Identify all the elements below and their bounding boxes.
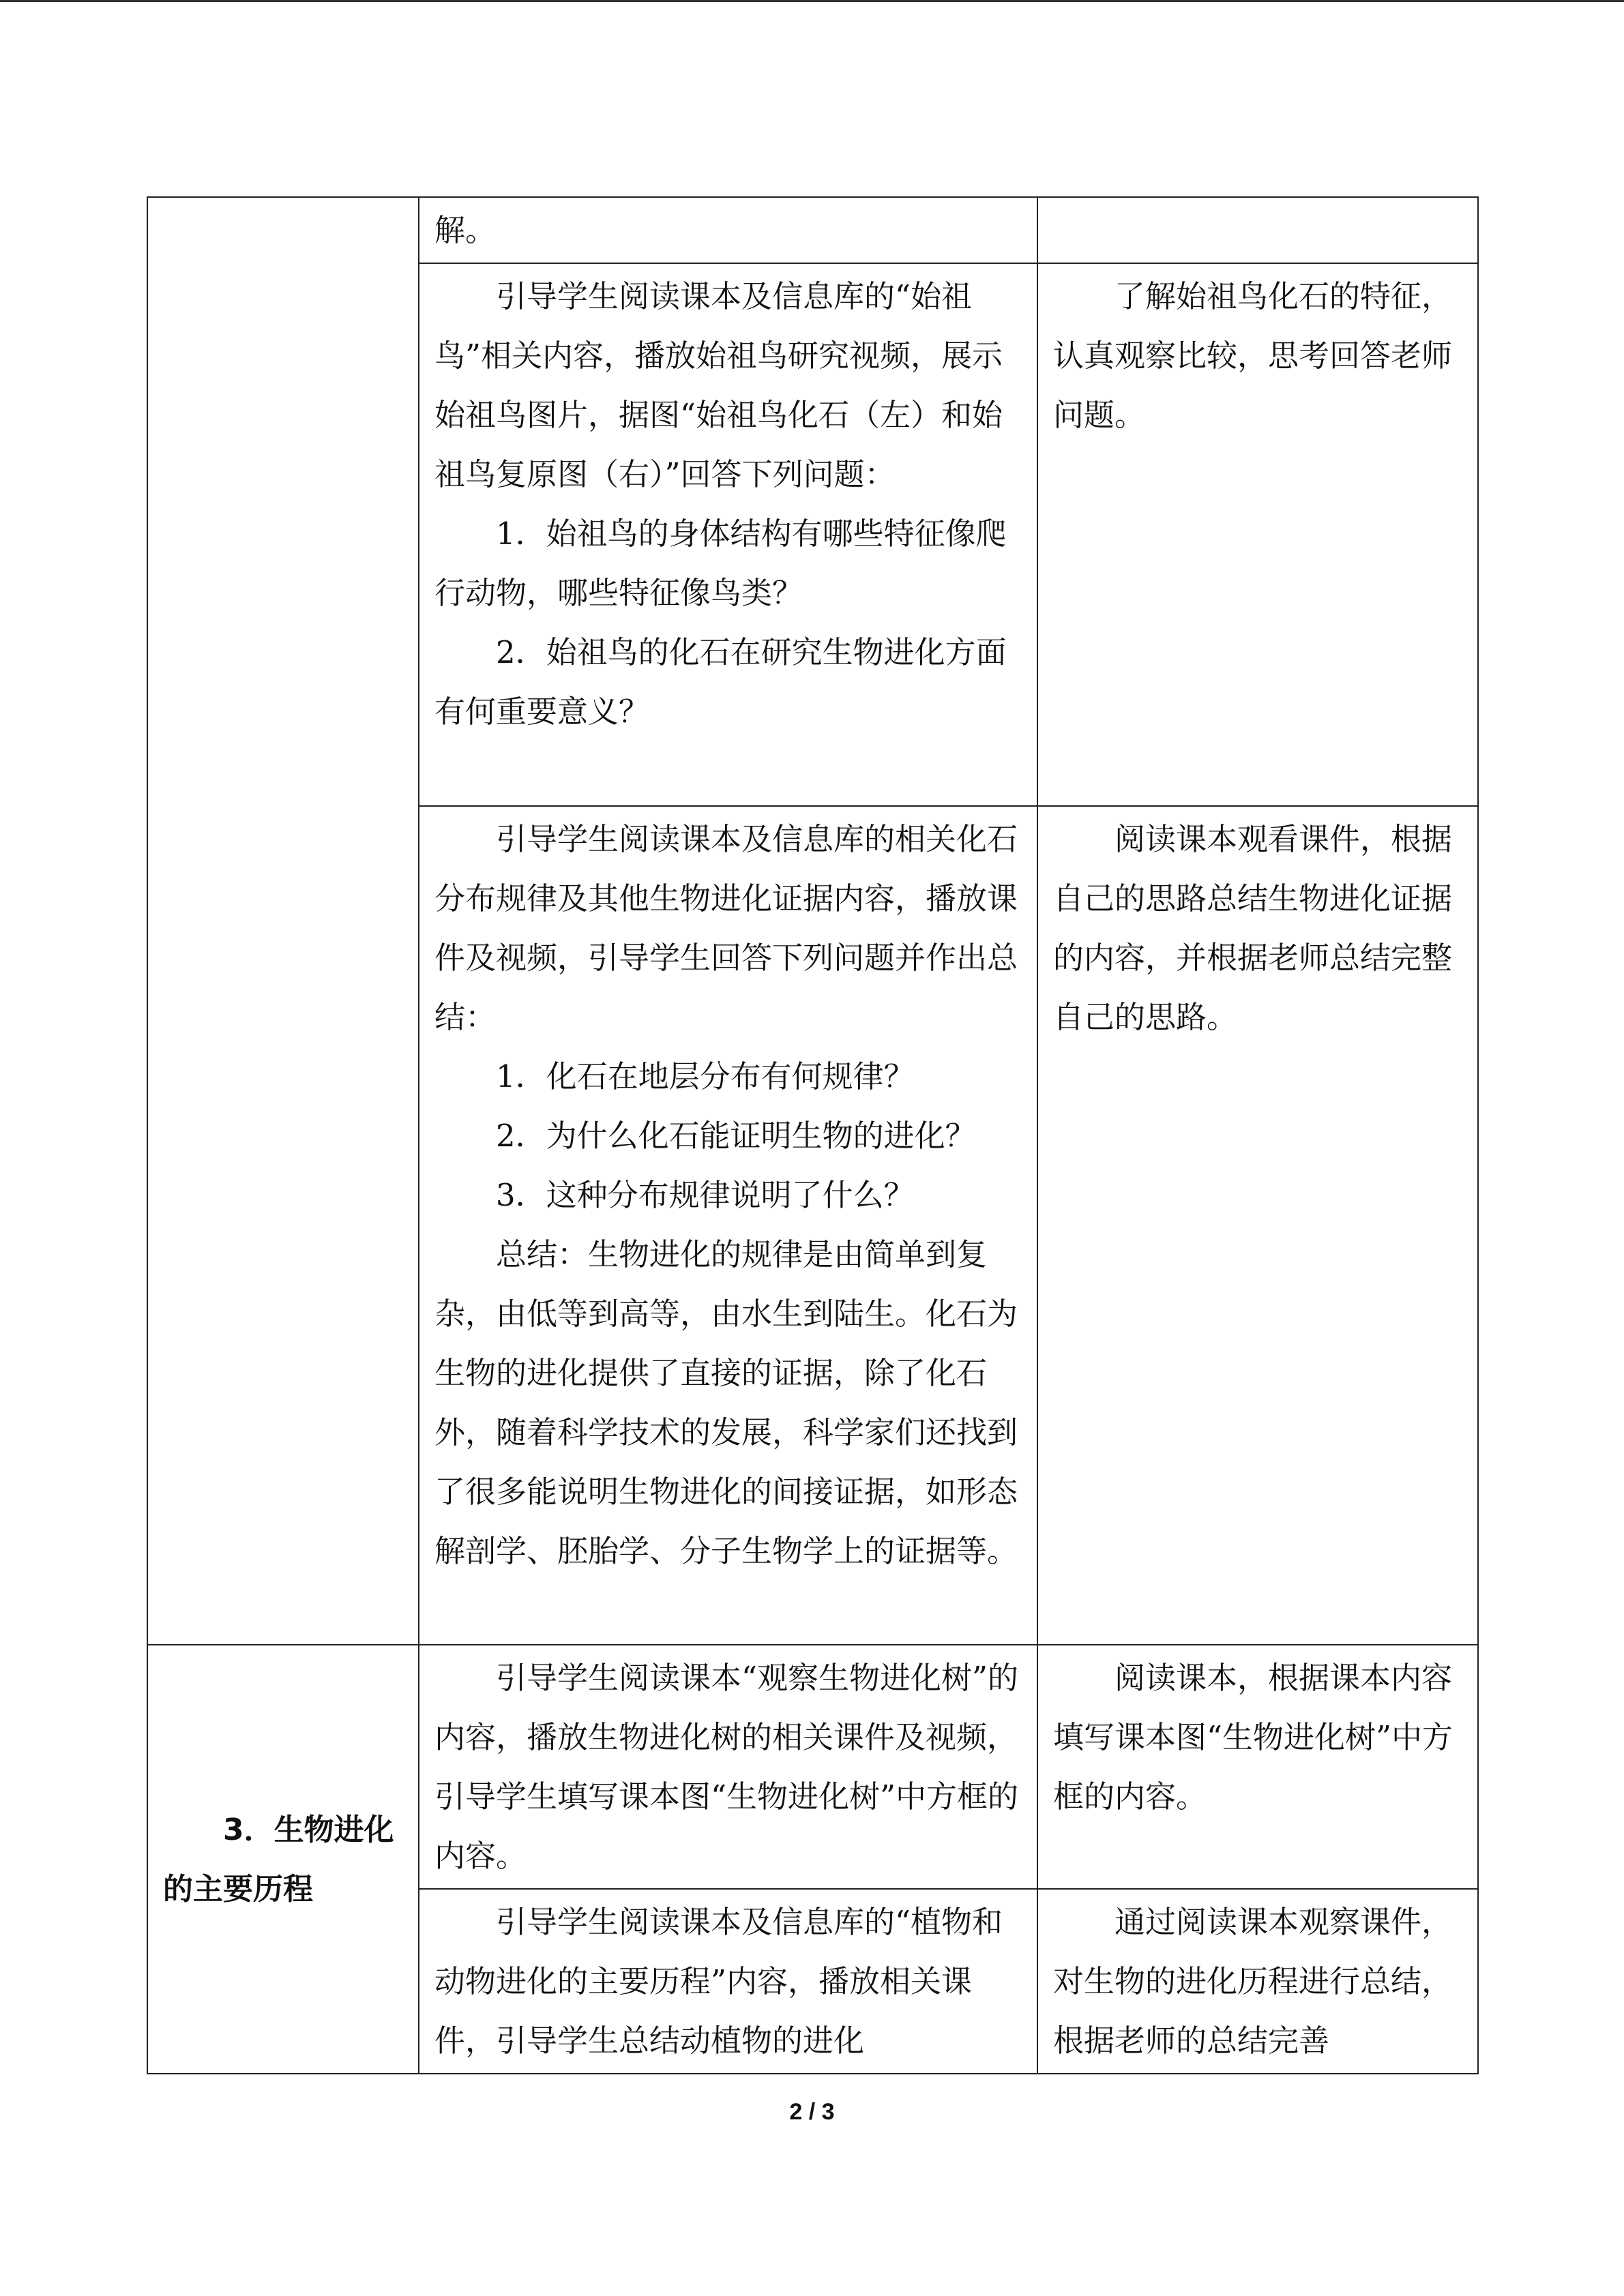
student-activity-cell: [1037, 1889, 1478, 2074]
teacher-text: 引导学生阅读课本及信息库的“始祖鸟”相关内容，播放始祖鸟研究视频，展示始祖鸟图片，据图“始祖鸟化石（左）和始祖鸟复原图（右）”回答下列问题：: [434, 278, 1003, 492]
teacher-text: 引导学生阅读课本“观察生物进化树”的内容，播放生物进化树的相关课件及视频，引导学生填写课本图“生物进化树”中方框的内容。: [434, 1660, 1019, 1874]
section-title: 3．生物进化的主要历程: [163, 1812, 394, 1907]
teacher-question: 2．始祖鸟的化石在研究生物进化方面有何重要意义？: [434, 634, 1007, 730]
student-text: 阅读课本，根据课本内容填写课本图“生物进化树”中方框的内容。: [1053, 1660, 1453, 1815]
student-activity-cell: [1037, 806, 1478, 1645]
section-cell-empty: [147, 197, 419, 1645]
teacher-question: 2．为什么化石能证明生物的进化？: [496, 1118, 976, 1154]
top-border-line: [0, 0, 1624, 2]
student-text: 了解始祖鸟化石的特征，认真观察比较，思考回答老师问题。: [1053, 278, 1453, 433]
student-text: 通过阅读课本观察课件，对生物的进化历程进行总结，根据老师的总结完善: [1053, 1904, 1453, 2059]
teacher-question: 3．这种分布规律说明了什么？: [496, 1177, 915, 1213]
page-number: 2 / 3: [789, 2099, 835, 2125]
teacher-summary: 总结：生物进化的规律是由简单到复杂，由低等到高等，由水生到陆生。化石为生物的进化提供了直接的证据，除了化石外，随着科学技术的发展，科学家们还找到了很多能说明生物进化的间接证据，如形态解剖学、胚胎学、分子生物学上的证据等。: [434, 1236, 1018, 1569]
student-activity-cell: [1037, 1645, 1478, 1889]
teacher-activity-cell: [419, 197, 1037, 263]
section-title-cell: [147, 1645, 419, 2074]
teacher-question: 1．始祖鸟的身体结构有哪些特征像爬行动物，哪些特征像鸟类？: [434, 516, 1007, 611]
teacher-text: 解。: [434, 212, 497, 248]
teacher-activity-cell: [419, 263, 1037, 806]
table-row: [147, 1645, 1478, 1889]
teacher-activity-cell: [419, 1889, 1037, 2074]
teacher-activity-cell: [419, 1645, 1037, 1889]
teacher-activity-cell: [419, 806, 1037, 1645]
table-row: [147, 197, 1478, 263]
student-activity-cell: [1037, 263, 1478, 806]
teacher-text: 引导学生阅读课本及信息库的“植物和动物进化的主要历程”内容，播放相关课件，引导学生总结动植物的进化: [434, 1904, 1003, 2059]
student-activity-cell: [1037, 197, 1478, 263]
teacher-text: 引导学生阅读课本及信息库的相关化石分布规律及其他生物进化证据内容，播放课件及视频，引导学生回答下列问题并作出总结：: [434, 821, 1018, 1035]
student-text: 阅读课本观看课件，根据自己的思路总结生物进化证据的内容，并根据老师总结完整自己的思路。: [1053, 821, 1453, 1035]
teacher-question: 1．化石在地层分布有何规律？: [496, 1058, 915, 1094]
lesson-plan-table: [147, 196, 1479, 2074]
